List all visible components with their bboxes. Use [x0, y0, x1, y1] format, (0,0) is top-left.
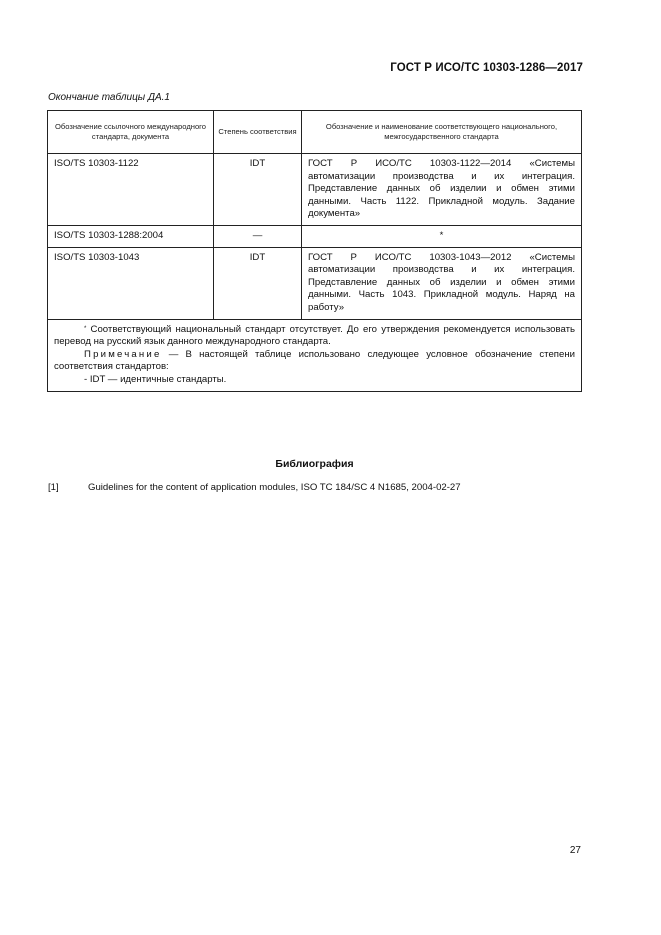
cell-national-standard: ГОСТ Р ИСО/ТС 10303-1043—2012 «Системы автоматизации производства и их интеграция. Представление данных об изделии и обмен этими данными. Часть 1043. Прикладной модуль. Наряд на работу»	[302, 247, 582, 319]
column-header-reference: Обозначение ссылочного международного стандарта, документа	[48, 111, 214, 154]
table-caption: Окончание таблицы ДА.1	[48, 92, 170, 103]
column-header-national-standard: Обозначение и наименование соответствующего национального, межгосударственного стандарта	[302, 111, 582, 154]
footnote-mark: *	[84, 325, 87, 332]
cell-degree: IDT	[214, 247, 302, 319]
note-list-item: - IDT — идентичные стандарты.	[84, 373, 227, 385]
bibliography-item-text: Guidelines for the content of application modules, ISO TC 184/SC 4 N1685, 2004-02-27	[88, 482, 461, 493]
cell-reference: ISO/TS 10303-1288:2004	[48, 225, 214, 247]
reference-table	[47, 110, 582, 392]
cell-degree: —	[214, 225, 302, 247]
note	[54, 349, 575, 374]
footnote	[54, 324, 575, 349]
note-text: — В настоящей таблице использовано следующее условное обозначение степени соответствия стандартов:	[54, 348, 575, 373]
cell-reference: ISO/TS 10303-1122	[48, 154, 214, 226]
cell-degree: IDT	[214, 154, 302, 226]
table-row	[48, 154, 582, 226]
column-header-degree: Степень соответствия	[214, 111, 302, 154]
table-row	[48, 225, 582, 247]
bibliography-item-number: [1]	[48, 482, 59, 493]
table-row	[48, 247, 582, 319]
table-notes	[48, 319, 582, 391]
bibliography-title: Библиография	[275, 458, 354, 470]
footnote-text: Соответствующий национальный стандарт отсутствует. До его утверждения рекомендуется использовать перевод на русский язык данного международного стандарта.	[54, 323, 575, 348]
page-number: 27	[569, 845, 581, 856]
table-header-row	[48, 111, 582, 154]
cell-national-standard: ГОСТ Р ИСО/ТС 10303-1122—2014 «Системы автоматизации производства и их интеграция. Представление данных об изделии и обмен этими данными. Часть 1122. Прикладной модуль. Задание документа»	[302, 154, 582, 226]
table-notes-row	[48, 319, 582, 391]
cell-national-standard: *	[302, 225, 582, 247]
cell-reference: ISO/TS 10303-1043	[48, 247, 214, 319]
document-code: ГОСТ Р ИСО/ТС 10303-1286—2017	[390, 62, 583, 74]
note-label: Примечание	[84, 348, 162, 360]
